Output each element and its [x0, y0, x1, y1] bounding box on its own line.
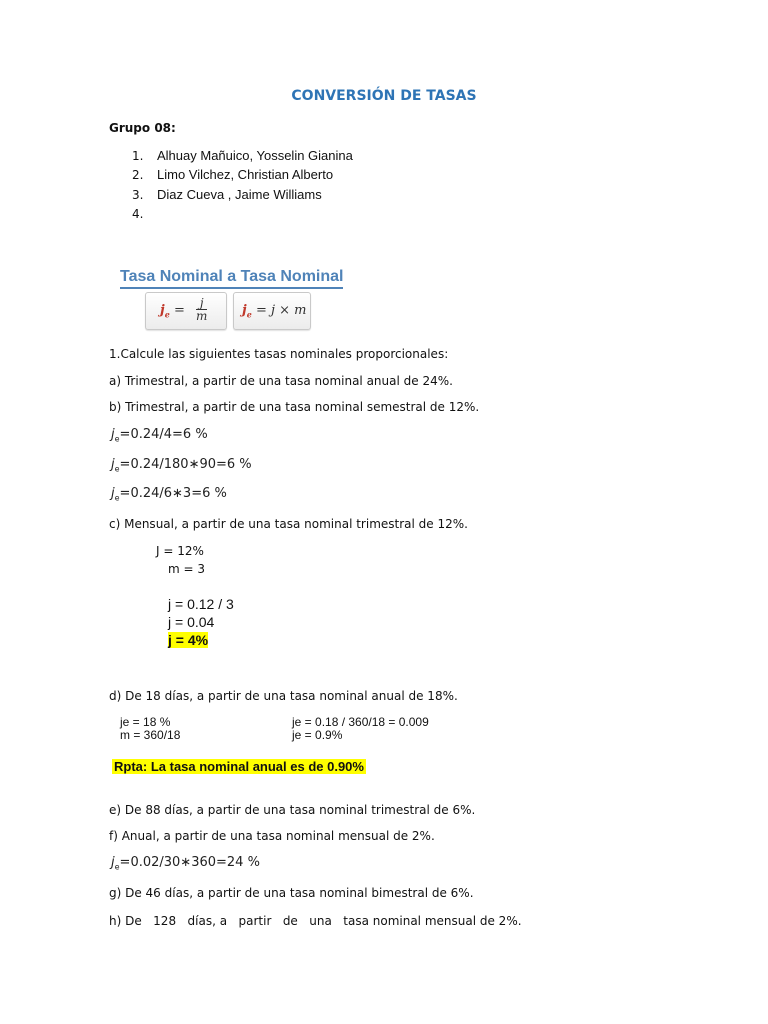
- calc-d-left2: m = 360/18: [120, 728, 181, 742]
- member-number: 2.: [132, 168, 144, 182]
- answer-d: Rpta: La tasa nominal anual es de 0.90%: [114, 759, 364, 774]
- math-j: j: [111, 855, 115, 870]
- math-expr: =0.24/6∗3=6 %: [119, 486, 227, 501]
- group-label: Grupo 08:: [109, 121, 176, 135]
- member-name: Alhuay Mañuico, Yosselin Gianina: [157, 148, 353, 163]
- formula-sub: e: [246, 309, 252, 320]
- item-c: c) Mensual, a partir de una tasa nominal trimestral de 12%.: [109, 517, 468, 531]
- question-1: 1.Calcule las siguientes tasas nominales proporcionales:: [109, 347, 449, 361]
- calc-c-step1: j = 0.12 / 3: [168, 596, 234, 612]
- given-m: m = 3: [168, 562, 206, 576]
- member-number: 1.: [132, 149, 144, 163]
- formula-sub: e: [164, 309, 170, 320]
- member-name: Limo Vilchez, Christian Alberto: [157, 167, 334, 182]
- calc-c-result: j = 4%: [168, 632, 209, 648]
- given-J: J = 12%: [156, 544, 204, 558]
- member-number: 4.: [132, 207, 144, 221]
- formula-panel: [117, 268, 351, 334]
- item-h: h) De 128 días, a partir de una tasa nominal mensual de 2%.: [109, 914, 522, 928]
- calc-d-right2: je = 0.9%: [292, 728, 343, 742]
- math-sub: e: [114, 862, 120, 872]
- formula-rhs: = j × m: [255, 303, 307, 318]
- formula-numerator: j: [199, 296, 204, 310]
- calc-f-line: [111, 855, 260, 872]
- calc-b-line: [111, 427, 208, 444]
- item-f: f) Anual, a partir de una tasa nominal mensual de 2%.: [109, 829, 435, 843]
- item-d: d) De 18 días, a partir de una tasa nominal anual de 18%.: [109, 689, 458, 703]
- item-e: e) De 88 días, a partir de una tasa nominal trimestral de 6%.: [109, 803, 476, 817]
- math-j: j: [111, 457, 115, 472]
- document-title: CONVERSIÓN DE TASAS: [291, 88, 477, 104]
- calc-b-line: [111, 486, 227, 503]
- math-j: j: [111, 427, 115, 442]
- calc-c-step2: j = 0.04: [168, 614, 215, 630]
- math-sub: e: [114, 464, 120, 474]
- formula-jk-over-m: [145, 292, 227, 330]
- member-number: 3.: [132, 188, 144, 202]
- math-sub: e: [114, 434, 120, 444]
- formula-j: j: [160, 303, 165, 318]
- math-expr: =0.24/4=6 %: [119, 427, 208, 442]
- math-expr: =0.24/180∗90=6 %: [119, 457, 252, 472]
- math-j: j: [111, 486, 115, 501]
- calc-b-line: [111, 457, 252, 474]
- calc-d-left1: je = 18 %: [120, 715, 171, 729]
- math-expr: =0.02/30∗360=24 %: [119, 855, 260, 870]
- member-name: Diaz Cueva , Jaime Williams: [157, 187, 322, 202]
- formula-denominator: m: [196, 309, 208, 323]
- formula-j-times-m: [233, 292, 311, 330]
- math-sub: e: [114, 493, 120, 503]
- item-a: a) Trimestral, a partir de una tasa nominal anual de 24%.: [109, 374, 453, 388]
- formula-j: j: [242, 303, 247, 318]
- calc-d-right1: je = 0.18 / 360/18 = 0.009: [292, 715, 429, 729]
- formula-eq: =: [173, 303, 185, 318]
- item-b: b) Trimestral, a partir de una tasa nominal semestral de 12%.: [109, 400, 480, 414]
- formula-heading: Tasa Nominal a Tasa Nominal: [120, 268, 343, 289]
- item-g: g) De 46 días, a partir de una tasa nominal bimestral de 6%.: [109, 886, 474, 900]
